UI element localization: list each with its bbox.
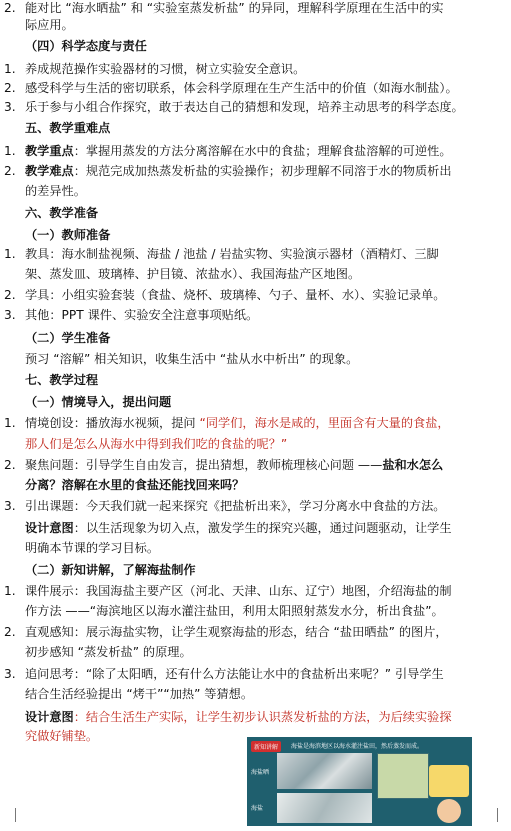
text-run: 初步感知 “蒸发析盐” 的原理。: [25, 645, 192, 659]
list-number: 1.: [4, 416, 16, 430]
list-number: 2.: [4, 164, 16, 178]
text-run: 感受科学与生活的密切联系，体会科学原理在生产生活中的价值（如海水制盐）。: [25, 81, 458, 95]
line-text: [25, 0, 505, 16]
text-run: 养成规范操作实验器材的习惯，树立实验安全意识。: [25, 62, 306, 76]
cartoon-character: [437, 799, 461, 823]
text-run: 际应用。: [25, 18, 74, 32]
text-run: 结合生活经验提出 “烤干”“加热” 等猜想。: [25, 687, 254, 701]
text-run: 乐于参与小组合作探究，敢于表达自己的猜想和发现，培养主动思考的科学态度。: [25, 100, 464, 114]
salt-field-photo: [277, 753, 372, 789]
text-run: 七、教学过程: [25, 373, 99, 387]
line-text: [25, 287, 505, 303]
text-run: ：以生活现象为切入点，激发学生的探究兴趣，通过问题驱动，让学生: [73, 521, 452, 535]
line-text: [25, 709, 505, 725]
crop-mark-right: [497, 808, 506, 822]
text-run: 课件展示：我国海盐主要产区（河北、天津、山东、辽宁）地图，介绍海盐的制: [25, 584, 452, 598]
list-number: 1.: [4, 247, 16, 261]
text-run: ：掌握用蒸发的方法分离溶解在水中的食盐；理解食盐溶解的可逆性。: [73, 144, 452, 158]
text-run: 究做好铺垫。: [25, 729, 99, 743]
text-run: 情境创设：播放海水视频，提问: [25, 416, 200, 430]
figure-title: 海盐是海滨地区以海水灌注盐田，然后蒸发而成。: [291, 743, 424, 750]
line-text: [25, 603, 505, 619]
line-text: [25, 520, 505, 536]
line-text: [25, 686, 505, 702]
text-run: 盐和水怎么: [382, 458, 444, 472]
list-number: 1.: [4, 62, 16, 76]
line-text: [25, 80, 505, 96]
line-text: [25, 17, 505, 33]
text-run: 追问思考：“除了太阳晒，还有什么方法能让水中的食盐析出来呢？” 引导学生: [25, 667, 444, 681]
line-text: [25, 227, 505, 243]
text-run: 的差异性。: [25, 184, 86, 198]
text-run: 那人们是怎么从海水中得到我们吃的食盐的呢？”: [25, 437, 288, 451]
line-text: [25, 143, 505, 159]
text-run: 作方法 ——“海滨地区以海水灌注盐田，利用太阳照射蒸发水分，析出食盐”。: [25, 604, 444, 618]
line-text: [25, 330, 505, 346]
list-number: 2.: [4, 625, 16, 639]
list-number: 2.: [4, 458, 16, 472]
text-run: 教具：海水制盐视频、海盐 / 池盐 / 岩盐实物、实验演示器材（酒精灯、三脚: [25, 247, 439, 261]
text-run: （一）教师准备: [25, 228, 111, 242]
text-run: 明确本节课的学习目标。: [25, 541, 160, 555]
text-run: 架、蒸发皿、玻璃棒、护目镜、浓盐水）、我国海盐产区地图。: [25, 267, 361, 281]
line-text: [25, 436, 505, 452]
text-run: （二）新知讲解，了解海盐制作: [25, 563, 196, 577]
line-text: [25, 666, 505, 682]
text-run: 直观感知：展示海盐实物，让学生观察海盐的形态，结合 “盐田晒盐” 的图片，: [25, 625, 448, 639]
text-run: ：结合生活生产实际，让学生初步认识蒸发析盐的方法，为后续实验探: [73, 710, 452, 724]
line-text: [25, 394, 505, 410]
line-text: [25, 351, 505, 367]
line-text: [25, 183, 505, 199]
sea-salt-photo: [277, 793, 372, 823]
text-run: “同学们，海水是咸的，里面含有大量的食盐，: [199, 416, 450, 430]
text-run: 教学重点: [25, 144, 74, 158]
line-text: [25, 498, 505, 514]
line-text: [25, 163, 505, 179]
list-number: 3.: [4, 308, 16, 322]
list-number: 3.: [4, 667, 16, 681]
figure-label-1: 海盐晒: [251, 769, 270, 776]
line-text: [25, 205, 505, 221]
line-text: [25, 624, 505, 640]
line-text: [25, 266, 505, 282]
list-number: 3.: [4, 100, 16, 114]
line-text: [25, 307, 505, 323]
text-run: 五、教学重难点: [25, 121, 111, 135]
figure-tag: 新知讲解: [251, 741, 281, 752]
line-text: [25, 61, 505, 77]
text-run: 六、教学准备: [25, 206, 99, 220]
note-bubble: [429, 765, 469, 797]
list-number: 1.: [4, 584, 16, 598]
line-text: [25, 644, 505, 660]
text-run: 教学难点: [25, 164, 74, 178]
line-text: [25, 120, 505, 136]
line-text: [25, 99, 505, 115]
text-run: 其他：PPT 课件、实验安全注意事项贴纸。: [25, 308, 259, 322]
map-image: [377, 753, 429, 799]
text-run: 引出课题：今天我们就一起来探究《把盐析出来》，学习分离水中食盐的方法。: [25, 499, 446, 513]
list-number: 2.: [4, 81, 16, 95]
text-run: 学具：小组实验套装（食盐、烧杯、玻璃棒、勺子、量杯、水）、实验记录单。: [25, 288, 446, 302]
line-text: [25, 540, 505, 556]
text-run: 设计意图: [25, 521, 74, 535]
line-text: [25, 372, 505, 388]
text-run: （二）学生准备: [25, 331, 111, 345]
slide-figure: [247, 737, 472, 826]
text-run: ：规范完成加热蒸发析盐的实验操作；初步理解不同溶于水的物质析出: [73, 164, 452, 178]
list-number: 3.: [4, 499, 16, 513]
text-run: （一）情境导入，提出问题: [25, 395, 172, 409]
text-run: 预习 “溶解” 相关知识，收集生活中 “盐从水中析出” 的现象。: [25, 352, 359, 366]
line-text: [25, 583, 505, 599]
figure-label-2: 海盐: [251, 805, 264, 812]
line-text: [25, 477, 505, 493]
line-text: [25, 38, 505, 54]
list-number: 2.: [4, 288, 16, 302]
text-run: 分离？溶解在水里的食盐还能找回来吗？: [25, 478, 245, 492]
text-run: 聚焦问题：引导学生自由发言，提出猜想，教师梳理核心问题 ——: [25, 458, 383, 472]
text-run: （四）科学态度与责任: [25, 39, 147, 53]
text-run: 能对比 “海水晒盐” 和 “实验室蒸发析盐” 的异同，理解科学原理在生活中的实: [25, 1, 444, 15]
crop-mark-left: [7, 808, 16, 822]
text-run: 设计意图: [25, 710, 74, 724]
line-text: [25, 457, 505, 473]
line-text: [25, 246, 505, 262]
list-number: 2.: [4, 1, 16, 15]
line-text: [25, 562, 505, 578]
line-text: [25, 415, 505, 431]
list-number: 1.: [4, 144, 16, 158]
